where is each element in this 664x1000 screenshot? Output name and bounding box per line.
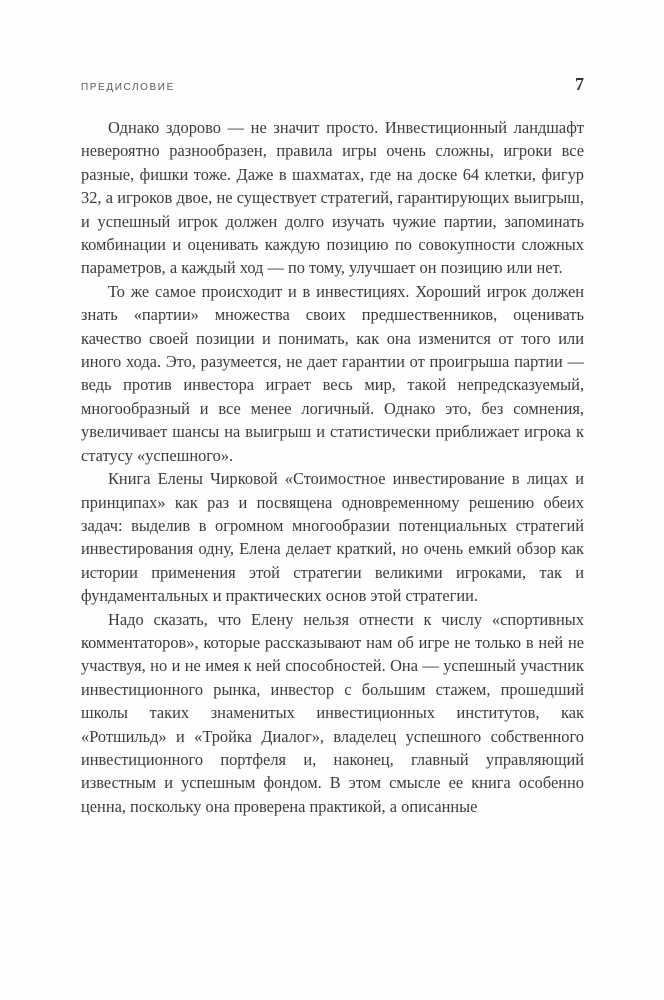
running-header bbox=[81, 74, 584, 95]
paragraph: Однако здорово — не значит просто. Инвестиционный ландшафт невероятно разнообразен, правила игры очень сложны, игроки все разные, фишки тоже. Даже в шахматах, где на доске 64 клетки, фигур 32, а игроков двое, не существует стратегий, гарантирующих выигрыш, и успешный игрок должен долго изучать чужие партии, запоминать комбинации и оценивать каждую позицию по совокупности сложных параметров, а каждый ход — по тому, улучшает он позицию или нет. bbox=[81, 118, 584, 278]
paragraph: Книга Елены Чирковой «Стоимостное инвестирование в лицах и принципах» как раз и посвящена одновременному решению обеих задач: выделив в огромном многообразии потенциальных стратегий инвестирования одну, Елена делает краткий, но очень емкий обзор как истории применения этой стратегии великими игроками, так и фундаментальных и практических основ этой стратегии. bbox=[81, 469, 584, 606]
page-content bbox=[81, 74, 584, 818]
page-number: 7 bbox=[575, 74, 584, 94]
paragraph: То же самое происходит и в инвестициях. Хороший игрок должен знать «партии» множества своих предшественников, оценивать качество своей позиции и понимать, как она изменится от того или иного хода. Это, разумеется, не дает гарантии от проигрыша партии — ведь против инвестора играет весь мир, такой непредсказуемый, многообразный и все менее логичный. Однако это, без сомнения, увеличивает шансы на выигрыш и статистически приближает игрока к статусу «успешного». bbox=[81, 281, 584, 465]
paragraph: Надо сказать, что Елену нельзя отнести к числу «спортивных комментаторов», которые рассказывают нам об игре не только в ней не участвуя, но и не имея к ней способностей. Она — успешный участник инвестиционного рынка, инвестор с большим стажем, прошедший школы таких знаменитых инвестиционных институтов, как «Ротшильд» и «Тройка Диалог», владелец успешного собственного инвестиционного портфеля и, наконец, главный управляющий известным и успешным фондом. В этом смысле ее книга особенно ценна, поскольку она проверена практикой, а описанные bbox=[81, 609, 584, 816]
running-title: ПРЕДИСЛОВИЕ bbox=[81, 82, 175, 93]
body-text bbox=[81, 116, 584, 818]
